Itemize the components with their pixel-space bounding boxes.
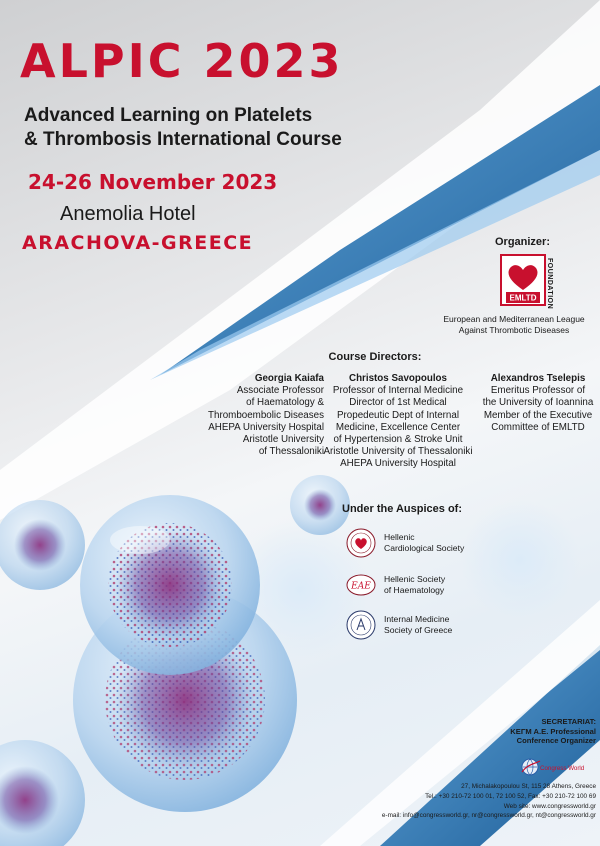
- internal-medicine-seal-icon: [346, 610, 376, 640]
- svg-text:ΕΑΕ: ΕΑΕ: [351, 581, 371, 592]
- director-line: Thromboembolic Diseases: [208, 409, 324, 421]
- director-line: Medicine, Excellence Center: [335, 421, 461, 433]
- society-line: Internal Medicine: [384, 614, 450, 624]
- director-line: of Thessaloniki: [258, 446, 324, 458]
- director-line: Director of 1st Medical: [349, 397, 447, 409]
- contact-email[interactable]: e-mail: info@congressworld.gr, nr@congressworld.gr, nt@congressworld.gr: [381, 812, 596, 820]
- director-line: Aristotle University: [242, 434, 324, 446]
- organizer-name: [438, 314, 590, 336]
- director-3: [478, 373, 598, 434]
- director-line: the University of Ioannina: [482, 397, 594, 409]
- contact-address: 27, Michalakopoulou St, 115 28 Athens, Greece: [461, 783, 596, 790]
- society-line: Society of Greece: [384, 624, 453, 635]
- course-directors-label: Course Directors:: [328, 351, 422, 363]
- event-dates: 24-26 November 2023: [28, 170, 278, 194]
- society-line: Cardiological Society: [384, 542, 465, 553]
- director-line: of Haematology &: [246, 397, 324, 409]
- hellenic-haematology-seal-icon: [346, 570, 376, 600]
- society-line: of Haematology: [384, 584, 445, 595]
- secretariat-label: SECRETARIAT:: [541, 717, 596, 726]
- director-1: [176, 373, 324, 458]
- director-2: [318, 373, 478, 471]
- cell-core: [14, 519, 66, 571]
- society-name: [384, 574, 494, 595]
- secretariat-block: [430, 717, 596, 746]
- emltd-logo-icon: [500, 254, 546, 306]
- director-line: Aristotle University of Thessaloniki: [323, 446, 473, 458]
- congress-world-logo-text: Congress World: [540, 765, 585, 772]
- subtitle-line: Advanced Learning on Platelets: [24, 105, 313, 126]
- contact-details: [360, 782, 596, 821]
- event-title: ALPIC 2023: [20, 34, 344, 88]
- event-location: ARACHOVA-GREECE: [22, 232, 254, 254]
- contact-phone: Tel.: +30 210-72 100 01, 72 100 52, Fax: +30 210-72 100 69: [425, 792, 596, 800]
- contact-website[interactable]: Web site: www.congressworld.gr: [503, 802, 596, 810]
- subtitle-line: & Thrombosis International Course: [24, 129, 342, 150]
- director-line: Associate Professor: [236, 385, 324, 397]
- director-line: Emeritus Professor of: [490, 385, 586, 397]
- organizer-name-line: European and Mediterranean League: [443, 314, 585, 324]
- logo-foundation-label: FOUNDATION: [546, 258, 553, 310]
- director-line: Professor of Internal Medicine: [332, 385, 464, 397]
- blurred-cell: [460, 500, 580, 620]
- organizer-label: Organizer:: [494, 236, 550, 248]
- director-name: Alexandros Tselepis: [490, 373, 586, 384]
- director-line: Member of the Executive: [483, 409, 593, 421]
- director-name: Georgia Kaiafa: [254, 373, 324, 384]
- society-line: Hellenic Society: [384, 574, 446, 584]
- director-line: AHEPA University Hospital: [340, 458, 456, 470]
- director-line: Propedeutic Dept of Internal: [337, 409, 459, 421]
- main-cell-upper: [80, 495, 260, 675]
- director-line: Committee of EMLTD: [491, 421, 585, 433]
- organizer-name-line: Against Thrombotic Diseases: [458, 325, 570, 335]
- congress-world-logo-icon: [520, 756, 592, 778]
- director-name: Christos Savopoulos: [349, 373, 447, 384]
- secretariat-line: ΚΕΓΜ Α.Ε. Professional: [510, 726, 596, 736]
- society-name: [384, 614, 494, 635]
- hellenic-cardiological-seal-icon: [346, 528, 376, 558]
- emltd-logo-text: EMLTD: [509, 293, 537, 303]
- society-name: [384, 532, 494, 553]
- director-line: AHEPA University Hospital: [208, 421, 324, 433]
- society-line: Hellenic: [384, 532, 415, 542]
- secretariat-line: Conference Organizer: [516, 736, 596, 746]
- event-subtitle: [24, 104, 444, 152]
- event-venue: Anemolia Hotel: [60, 203, 196, 225]
- director-line: of Hypertension & Stroke Unit: [333, 434, 463, 446]
- auspices-label: Under the Auspices of:: [342, 503, 462, 515]
- cell-bottom-left: [0, 740, 85, 846]
